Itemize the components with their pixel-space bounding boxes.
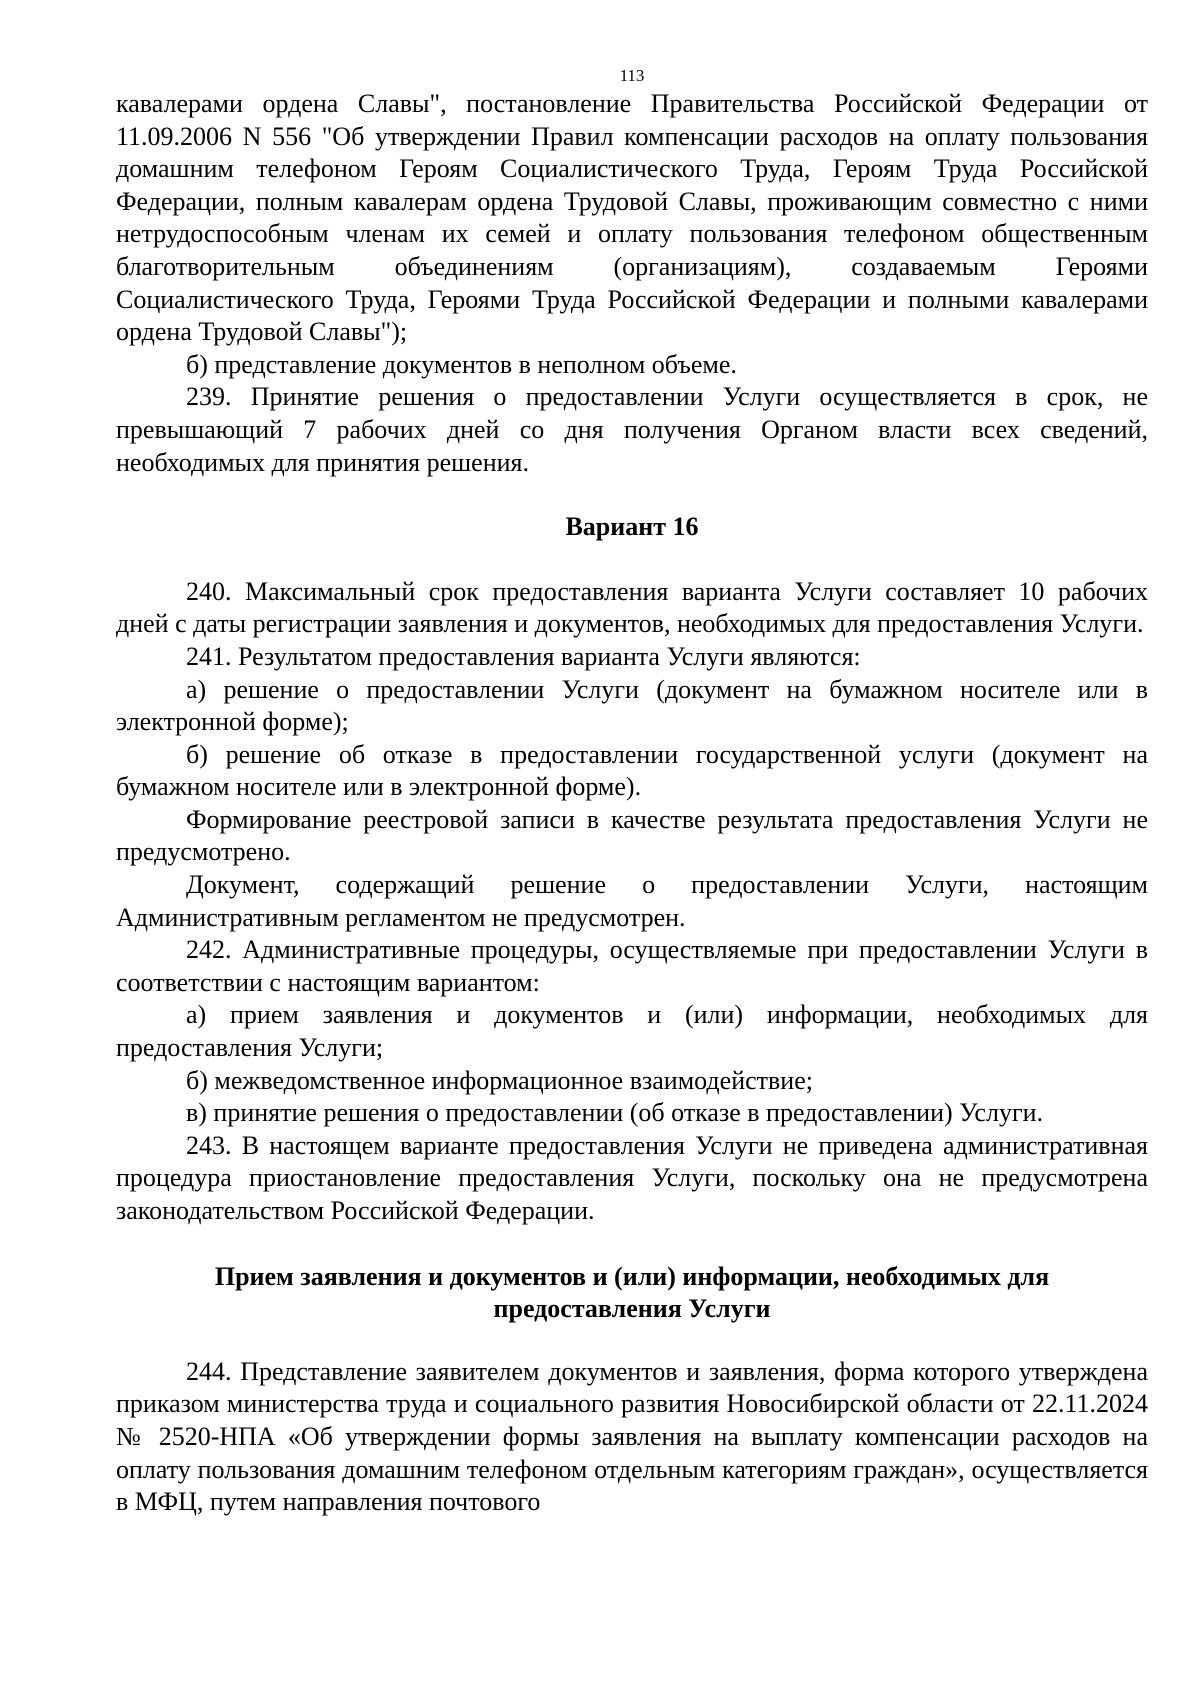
document-page [116, 66, 1148, 1519]
paragraph-242-v: в) принятие решения о предоставлении (об отказе в предоставлении) Услуги. [186, 1098, 1044, 1128]
paragraph-241: 241. Результатом предоставления варианта Услуги являются: [186, 641, 861, 671]
paragraph-242: 242. Административные процедуры, осуществляемые при предоставлении Услуги в соответствии с настоящим вариантом: [116, 935, 1148, 997]
paragraph-242-a: а) прием заявления и документов и (или) информации, необходимых для предоставления Услуги; [116, 1000, 1148, 1063]
bottom-section [116, 1356, 1148, 1519]
paragraph-243: 243. В настоящем варианте предоставления Услуги не приведена административная процедура приостановление предоставления Услуги, поскольку она не предусмотрена законодательством Российской Федерации. [116, 1130, 1148, 1225]
paragraph-242-b: б) межведомственное информационное взаимодействие; [186, 1065, 813, 1095]
paragraph-244: 244. Представление заявителем документов и заявления, форма которого утверждена приказом министерства труда и социального развития Новосибирской области от 22.11.2024 № 2520-НПА «Об утверждении формы заявления на выплату компенсации расходов на оплату пользования домашним телефоном отдельным категориям граждан», осуществляется в МФЦ, путем направления почтового [116, 1356, 1148, 1517]
middle-section [116, 576, 1148, 1228]
paragraph-239: 239. Принятие решения о предоставлении Услуги осуществляется в срок, не превышающий 7 рабочих дней со дня получения Органом власти всех сведений, необходимых для принятия решения. [116, 382, 1148, 477]
paragraph-decision-document: Документ, содержащий решение о предоставлении Услуги, настоящим Административным регламентом не предусмотрен. [116, 870, 1148, 932]
heading-application-intake-line2: предоставления Услуги [493, 1294, 771, 1324]
heading-application-intake [116, 1261, 1148, 1326]
paragraph-241-b: б) решение об отказе в предоставлении государственной услуги (документ на бумажном носителе или в электронной форме). [116, 739, 1148, 802]
heading-variant-16: Вариант 16 [565, 512, 699, 542]
paragraph-240: 240. Максимальный срок предоставления варианта Услуги составляет 10 рабочих дней с даты регистрации заявления и документов, необходимых для предоставления Услуги. [116, 576, 1148, 639]
page-number: 113 [619, 66, 645, 85]
top-section [116, 88, 1148, 479]
paragraph-continued-decree: кавалерами ордена Славы", постановление Правительства Российской Федерации от 11.09.2006 N 556 "Об утверждении Правил компенсации расходов на оплату пользования домашним телефоном Героям Социалистического Труда, Героям Труда Российской Федерации, полным кавалерам ордена Трудовой Славы, проживающим совместно с ними нетрудоспособным членам их семей и оплату пользования телефоном общественным благотворительным объединениям (организациям), создаваемым Героями Социалистического Труда, Героями Труда Российской Федерации и полными кавалерами ордена Трудовой Славы"); [116, 89, 1148, 347]
paragraph-241-a: а) решение о предоставлении Услуги (документ на бумажном носителе или в электронной форме); [116, 674, 1148, 737]
paragraph-registry-record: Формирование реестровой записи в качестве результата предоставления Услуги не предусмотрено. [116, 804, 1148, 867]
paragraph-incomplete-documents: б) представление документов в неполном объеме. [186, 349, 737, 379]
heading-application-intake-line1: Прием заявления и документов и (или) информации, необходимых для [214, 1261, 1050, 1291]
